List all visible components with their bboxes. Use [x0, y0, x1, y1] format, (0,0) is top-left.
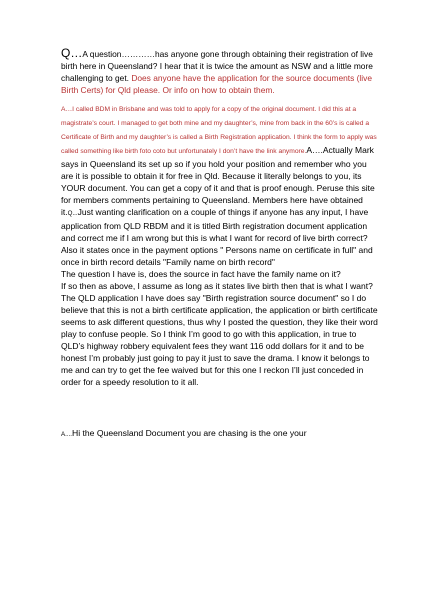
answer-main: A….Actually Mark says in Queensland its set up so if you hold your position and remember who you are it is possible to obtain it for free in Qld. Because it literally belongs to you, its YOUR document. You can get a copy of it and that is proof enough. Peruse this site for members comments pertaining to Queensland. Members here have obtained it. — [61, 145, 375, 217]
question-highlight: Does anyone have the application for the source documents (live Birth Certs) for Qld please. Or info on how to obtain them. — [61, 73, 373, 95]
second-answer-text: Hi the Queensland Document you are chasing is the one your — [72, 428, 307, 438]
followup-marker: Q... — [67, 210, 78, 217]
followup-text: Just wanting clarification on a couple of things if anyone has any input, I have application from QLD RBDM and it is titled Birth registration document application and correct me if I am wrong but this is what I want for record of live birth correct? Also it states once in the payment options " Persons name on certificate in full" and once in birth record details "Family name on birth record" — [61, 207, 373, 267]
document-body — [61, 47, 379, 441]
followup-line3: If so then as above, I assume as long as it states live birth then that is what I want? The QLD application I have does say "Birth registration source document" so I do believe that this is not a birth certificate application, the application or birth certificate seems to ask different questions, thus why I posted the question, they like their word play to confuse people. So I think I’m good to go with this application, in true to QLD’s highway robbery equivalent fees they want 116 odd dollars for it and to be honest I’m probably just going to pay it just to save the drama. I know it belongs to me and can try to get the fee waived but for this one I reckon I’ll just conceded in order for a speedy resolution to it all. — [61, 281, 378, 387]
answer-paragraph — [61, 102, 379, 388]
second-answer-prefix: A.... — [61, 431, 73, 438]
answer-intro: A…I called BDM in Brisbane and was told to apply for a copy of the original document. I did this at a magistrate’s court. I managed to get both mine and my daughter’s, mine from back in the 60’s is called a Certificate of Birth and my daughter’s is called a Birth Registration application. I think the form to apply was called something like birth foto coto but unfortunately I don’t have the link anymore. — [61, 106, 377, 155]
question-paragraph — [61, 47, 379, 96]
question-prefix: Q… — [61, 46, 83, 60]
question-text: A question…………has anyone gone through obtaining their registration of live birth here in Queensland? I hear that it is twice the amount as NSW and a little more challenging to get. — [61, 49, 373, 83]
followup-line2: The question I have is, does the source in fact have the family name on it? — [61, 269, 341, 279]
second-answer-paragraph — [61, 427, 379, 441]
